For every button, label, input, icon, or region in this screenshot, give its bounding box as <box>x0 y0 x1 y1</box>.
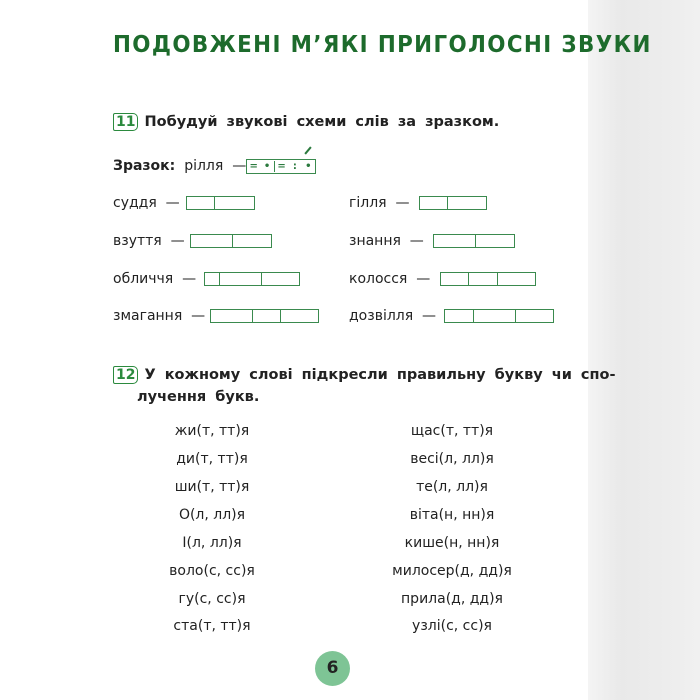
task-12-line2: лучення букв. <box>137 389 260 405</box>
word-item: взуття — <box>113 233 185 249</box>
dash: — <box>232 158 247 174</box>
sound-scheme-box[interactable] <box>433 234 515 248</box>
sample-label: Зразок: <box>113 158 176 174</box>
word-choice[interactable]: узлі(с, сс)я <box>412 618 492 634</box>
word-choice[interactable]: щас(т, тт)я <box>410 423 494 439</box>
word-item: дозвілля — <box>349 308 437 324</box>
word-item: колосся — <box>349 271 431 287</box>
word-choice[interactable]: воло(с, сс)я <box>169 563 255 579</box>
word-choice[interactable]: І(л, лл)я <box>182 535 242 551</box>
word-choice[interactable]: милосер(д, дд)я <box>392 563 512 579</box>
word-choice[interactable]: ста(т, тт)я <box>173 618 251 634</box>
task-number: 12 <box>113 366 138 384</box>
word: суддя <box>113 195 157 211</box>
scheme-sign: • <box>305 161 312 172</box>
word-choice[interactable]: кише(н, нн)я <box>404 535 500 551</box>
sample-row <box>113 158 246 174</box>
word-choice[interactable]: жи(т, тт)я <box>174 423 250 439</box>
task-number: 11 <box>113 113 138 131</box>
word-choice[interactable]: ши(т, тт)я <box>174 479 250 495</box>
word: знання <box>349 233 401 249</box>
sample-scheme <box>246 159 316 174</box>
scheme-sign: : <box>292 161 297 172</box>
word: колосся <box>349 271 408 287</box>
word: змагання <box>113 308 183 324</box>
word-choice[interactable]: весі(л, лл)я <box>410 451 494 467</box>
word-item: обличчя — <box>113 271 197 287</box>
sound-scheme-box[interactable] <box>444 309 554 323</box>
sound-scheme-box[interactable] <box>186 196 255 210</box>
word-choice[interactable]: те(л, лл)я <box>416 479 488 495</box>
word-choice[interactable]: гу(с, сс)я <box>178 591 246 607</box>
word-choice[interactable]: ди(т, тт)я <box>176 451 248 467</box>
word: обличчя <box>113 271 174 287</box>
page-number: 6 <box>315 651 350 686</box>
word: взуття <box>113 233 162 249</box>
scheme-sign: = <box>274 161 288 172</box>
word-item: суддя — <box>113 195 180 211</box>
word-item: знання — <box>349 233 424 249</box>
word-choice[interactable]: О(л, лл)я <box>178 507 246 523</box>
sound-scheme-box[interactable] <box>419 196 487 210</box>
word: гілля <box>349 195 387 211</box>
word-choice[interactable]: віта(н, нн)я <box>409 507 495 523</box>
word: дозвілля <box>349 308 414 324</box>
page-edge-shadow <box>588 0 700 700</box>
task-text: Побудуй звукові схеми слів за зразком. <box>144 114 500 130</box>
sound-scheme-box[interactable] <box>204 272 300 286</box>
page-title: ПОДОВЖЕНІ М’ЯКІ ПРИГОЛОСНІ ЗВУКИ <box>113 32 652 58</box>
word-item: змагання — <box>113 308 206 324</box>
task-12 <box>113 366 616 384</box>
stress-mark-icon <box>304 146 311 154</box>
sound-scheme-box[interactable] <box>190 234 272 248</box>
sound-scheme-box[interactable] <box>210 309 319 323</box>
task-11 <box>113 113 499 131</box>
sound-scheme-box[interactable] <box>440 272 536 286</box>
scheme-sign: = <box>249 161 258 172</box>
scheme-sign: • <box>263 161 271 172</box>
task-text: У кожному слові підкресли правильну букву чи спо- <box>144 367 616 383</box>
word-choice[interactable]: прила(д, дд)я <box>401 591 503 607</box>
sample-word: рілля <box>184 158 224 174</box>
word-item: гілля — <box>349 195 410 211</box>
